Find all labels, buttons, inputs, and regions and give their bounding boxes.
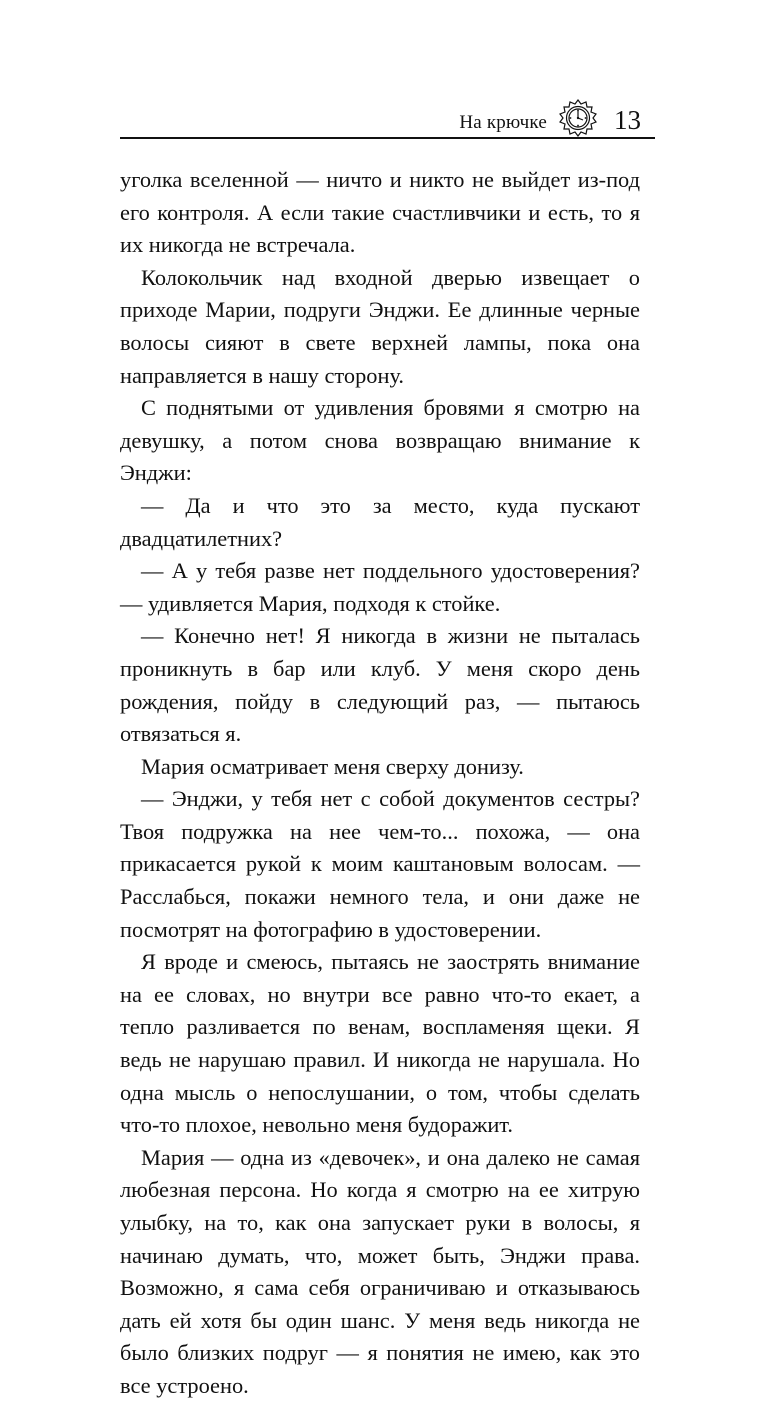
running-head	[120, 92, 655, 138]
paragraph: Мария осматривает меня сверху донизу.	[141, 753, 524, 779]
dialogue-line: — Да и что это за место, куда пускают двадцатилетних?	[120, 492, 640, 551]
page-number: 13	[614, 105, 641, 135]
paragraph: Мария — одна из «девочек», и она далеко не самая любезная персона. Но когда я смотрю на ее хитрую улыбку, на то, как она запускает руки в волосы, я начинаю думать, что, может быть, Энджи права. Возможно, я сама себя ограничиваю и отказываюсь дать ей хотя бы один шанс. У меня ведь никогда не было близких подруг — я понятия не имею, как это все устроено.	[120, 1144, 640, 1398]
paragraph: С поднятыми от удивления бровями я смотрю на девушку, а потом снова возвращаю внимание к Энджи:	[120, 395, 640, 486]
dialogue-line: — А у тебя разве нет поддельного удостоверения? — удивляется Мария, подходя к стойке.	[120, 558, 640, 616]
book-title: На крючке	[459, 112, 547, 133]
paragraph: уголка вселенной — ничто и никто не выйдет из-под его контроля. А если такие счастливчики и есть, то я их никогда не встречала.	[120, 167, 640, 258]
clock-emblem-icon	[557, 98, 599, 138]
dialogue-line: — Конечно нет! Я никогда в жизни не пыталась проникнуть в бар или клуб. У меня скоро день рождения, пойду в следующий раз, — пытаюсь отвязаться я.	[120, 623, 640, 747]
header-rule	[120, 137, 655, 139]
body-text	[120, 164, 640, 1403]
dialogue-line: — Энджи, у тебя нет с собой документов сестры? Твоя подружка на нее чем-то... похожа, — она прикасается рукой к моим каштановым волосам. — Расслабься, покажи немного тела, и они даже не посмотрят на фотографию в удостоверении.	[120, 786, 640, 942]
paragraph: Я вроде и смеюсь, пытаясь не заострять внимание на ее словах, но внутри все равно что-то екает, а тепло разливается по венам, воспламеняя щеки. Я ведь не нарушаю правил. И никогда не нарушала. Но одна мысль о непослушании, о том, чтобы сделать что-то плохое, невольно меня будоражит.	[120, 949, 640, 1138]
paragraph: Колокольчик над входной дверью извещает о приходе Марии, подруги Энджи. Ее длинные черные волосы сияют в свете верхней лампы, пока она направляется в нашу сторону.	[120, 264, 640, 388]
